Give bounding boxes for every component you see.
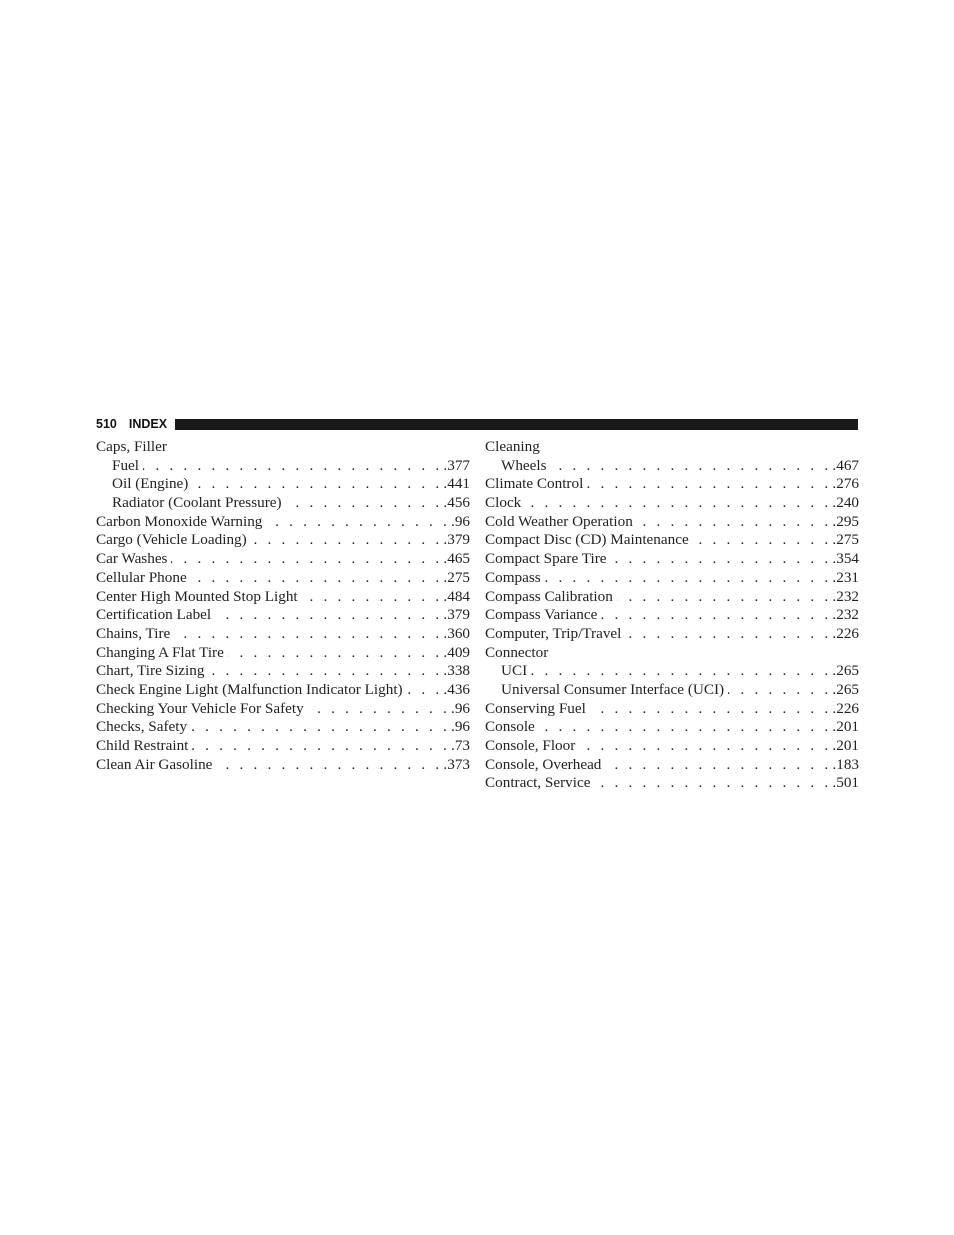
index-entry [485,588,859,607]
leader-dots [539,718,832,737]
index-term: Wheels [501,456,547,474]
index-page-ref: .276 [832,475,859,493]
leader-dots [266,513,450,532]
index-entry [485,569,859,588]
index-heading [485,644,859,663]
index-page-ref: .354 [832,550,859,568]
leader-dots [407,681,443,700]
index-page-ref: .73 [451,737,470,754]
index-page-ref: .96 [451,718,470,736]
index-entry [485,475,859,494]
index-page-ref: .501 [832,774,859,792]
index-page-ref: .379 [443,531,470,549]
leader-dots [617,588,832,607]
leader-dots [594,774,831,793]
index-entry [96,662,470,681]
index-page-ref: .467 [832,456,859,474]
index-page-ref: .232 [832,606,859,624]
index-term: Compass [485,568,541,586]
index-page-ref: .409 [443,643,470,661]
leader-dots [302,588,443,607]
leader-dots [191,569,443,588]
index-term: Caps, Filler [96,438,167,455]
index-page-ref: .275 [443,568,470,586]
leader-dots [601,606,831,625]
index-term: Fuel [112,456,140,474]
index-heading [96,438,470,457]
index-entry [485,513,859,532]
index-entry [96,625,470,644]
index-term: Certification Label [96,606,212,624]
index-entry [485,531,859,550]
leader-dots [191,718,450,737]
leader-dots [728,681,831,700]
index-entry [485,606,859,625]
index-term: Compact Spare Tire [485,550,607,568]
index-term: Car Washes [96,550,168,568]
index-entry [485,737,859,756]
index-term: Clock [485,494,522,512]
index-heading [485,438,859,457]
index-term: Oil (Engine) [112,475,189,493]
leader-dots [143,457,442,476]
index-term: Contract, Service [485,774,591,792]
index-page-ref: .441 [443,475,470,493]
index-page-ref: .231 [832,568,859,586]
index-term: Console, Overhead [485,755,602,773]
index-term: Console, Floor [485,737,576,754]
index-column-left [96,438,470,774]
index-term: Child Restraint [96,737,189,754]
index-entry [485,700,859,719]
leader-dots [308,700,450,719]
leader-dots [531,662,831,681]
index-page-ref: .373 [443,755,470,773]
index-term: Universal Consumer Interface (UCI) [501,680,725,698]
index-term: Console [485,718,535,736]
index-entry [96,531,470,550]
leader-dots [545,569,832,588]
index-entry [96,718,470,737]
index-page-ref: .96 [451,512,470,530]
index-term: Check Engine Light (Malfunction Indicator Light) [96,680,403,698]
index-term: Climate Control [485,475,584,493]
leader-dots [216,756,442,775]
leader-dots [551,457,832,476]
leader-dots [215,606,442,625]
index-page-ref: .484 [443,587,470,605]
index-page-ref: .436 [443,680,470,698]
index-term: Radiator (Coolant Pressure) [112,494,282,512]
index-entry [485,662,859,681]
leader-dots [611,550,832,569]
index-page-ref: .377 [443,456,470,474]
index-page-ref: .265 [832,662,859,680]
index-term: Connector [485,643,549,661]
index-term: Clean Air Gasoline [96,755,213,773]
leader-dots [192,737,450,756]
leader-dots [587,475,831,494]
index-page-ref: .456 [443,494,470,512]
header-rule [175,419,858,430]
leader-dots [286,494,443,513]
index-term: Checking Your Vehicle For Safety [96,699,304,717]
index-term: Cold Weather Operation [485,512,633,530]
index-page-ref: .183 [832,755,859,773]
index-entry [485,457,859,476]
index-term: Carbon Monoxide Warning [96,512,263,530]
index-entry [96,756,470,775]
index-page-ref: .226 [832,624,859,642]
index-term: Cleaning [485,438,540,455]
index-term: Compass Calibration [485,587,613,605]
index-page-ref: .96 [451,699,470,717]
index-entry [96,475,470,494]
index-page-ref: .379 [443,606,470,624]
index-term: UCI [501,662,528,680]
index-page-ref: .338 [443,662,470,680]
page-header [96,416,858,432]
index-term: Center High Mounted Stop Light [96,587,298,605]
index-term: Checks, Safety [96,718,188,736]
index-column-right [485,438,859,793]
index-entry [96,569,470,588]
index-entry [96,606,470,625]
index-page-ref: .226 [832,699,859,717]
section-title: INDEX [128,417,168,431]
index-entry [96,588,470,607]
index-page-ref: .201 [832,737,859,754]
index-entry [96,737,470,756]
index-term: Conserving Fuel [485,699,586,717]
index-page-ref: .232 [832,587,859,605]
index-term: Cargo (Vehicle Loading) [96,531,247,549]
leader-dots [579,737,831,756]
leader-dots [605,756,831,775]
index-entry [485,550,859,569]
index-entry [485,718,859,737]
leader-dots [590,700,832,719]
index-entry [96,700,470,719]
index-page-ref: .265 [832,680,859,698]
index-term: Computer, Trip/Travel [485,624,622,642]
index-term: Changing A Flat Tire [96,643,224,661]
index-term: Chart, Tire Sizing [96,662,205,680]
leader-dots [525,494,831,513]
index-term: Cellular Phone [96,568,187,586]
leader-dots [208,662,442,681]
leader-dots [637,513,832,532]
index-term: Compact Disc (CD) Maintenance [485,531,689,549]
index-term: Chains, Tire [96,624,171,642]
index-entry [96,513,470,532]
page-number: 510 [96,417,117,431]
leader-dots [625,625,831,644]
leader-dots [171,550,442,569]
leader-dots [192,475,442,494]
index-page-ref: .275 [832,531,859,549]
leader-dots [174,625,442,644]
index-entry [96,457,470,476]
index-page-ref: .240 [832,494,859,512]
index-entry [485,681,859,700]
index-entry [96,550,470,569]
index-page-ref: .295 [832,512,859,530]
leader-dots [228,644,443,663]
index-entry [96,644,470,663]
leader-dots [693,531,832,550]
leader-dots [251,531,443,550]
index-entry [96,494,470,513]
index-entry [485,774,859,793]
index-term: Compass Variance [485,606,598,624]
index-entry [485,494,859,513]
index-page-ref: .360 [443,624,470,642]
index-page-ref: .201 [832,718,859,736]
index-page-ref: .465 [443,550,470,568]
index-entry [96,681,470,700]
index-entry [485,625,859,644]
index-entry [485,756,859,775]
